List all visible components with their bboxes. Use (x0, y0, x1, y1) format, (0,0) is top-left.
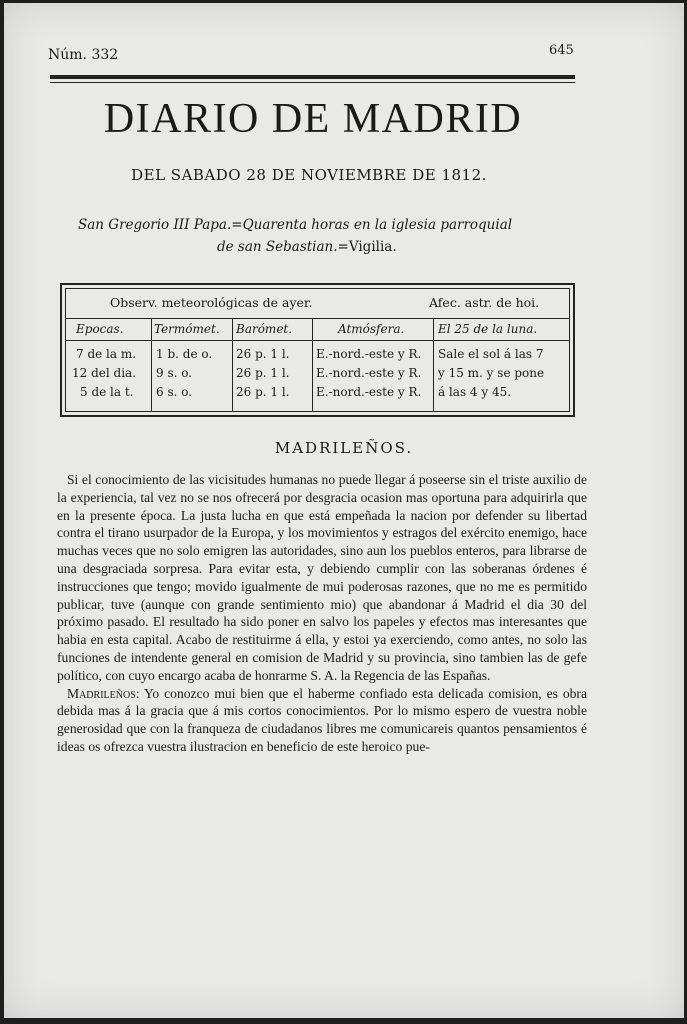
header-barometro: Barómet. (236, 322, 293, 336)
row2-epoca: 12 del dia. (72, 366, 137, 380)
row3-barometro: 26 p. 1 l. (236, 385, 290, 399)
weather-table (60, 283, 575, 417)
row1-epoca: 7 de la m. (76, 347, 137, 361)
header-atmosfera: Atmósfera. (338, 322, 405, 336)
paragraph-2-lead: Madrileños: (67, 685, 140, 701)
saint-line-2-italic: de san Sebastian. (217, 239, 338, 255)
col-divider-2 (232, 318, 233, 411)
header-rule-thin (50, 82, 575, 83)
astro-line-2: y 15 m. y se pone (438, 366, 545, 380)
row1-atmosfera: E.-nord.-este y R. (316, 347, 422, 361)
paragraph-2-text: Yo conozco mui bien que el haberme confiado esta delicada comision, es obra debida mas á la gracia que á mis cortos conocimientos. Por lo mismo espero de vuestra noble generosidad que con la franqueza de ciudadanos libres me comunicareis quantos pensamientos é ideas os ofrezca vuestra ilustracion en beneficio de este heroico pue- (57, 685, 587, 754)
page-number: 645 (549, 43, 574, 58)
weather-title-right: Afec. astr. de hoi. (429, 295, 540, 310)
newspaper-page (4, 3, 684, 1018)
weather-title-left: Observ. meteorológicas de ayer. (110, 295, 313, 310)
masthead-title: DIARIO DE MADRID (103, 96, 523, 142)
issue-number: Núm. 332 (48, 47, 119, 63)
saint-line-1: San Gregorio III Papa.=Quarenta horas en la iglesia parroquial (78, 217, 513, 233)
header-rule-thick (50, 75, 575, 79)
col-divider-4 (433, 318, 434, 411)
row3-atmosfera: E.-nord.-este y R. (316, 385, 422, 399)
row2-termometro: 9 s. o. (156, 366, 193, 380)
article-body (57, 471, 587, 756)
row3-termometro: 6 s. o. (156, 385, 193, 399)
title-divider (66, 318, 569, 319)
row2-atmosfera: E.-nord.-este y R. (316, 366, 422, 380)
header-divider (66, 340, 569, 341)
col-divider-1 (151, 318, 152, 411)
article-title: MADRILEÑOS. (274, 439, 414, 457)
saint-line-2 (217, 239, 397, 255)
paragraph-1: Si el conocimiento de las vicisitudes humanas no puede llegar á poseerse sin el triste auxilio de la experiencia, tal vez no se nos ofrecerá por desgracia ocasion mas oportuna para adquirirla que en la presente época. La justa lucha en que está empeñada la nacion por defender su libertad contra el tirano usurpador de la Europa, y los movimientos y estragos del exército enemigo, hace muchas veces que no solo emigren las autoridades, sino aun los pueblos enteros, para librarse de una desgraciada sorpresa. Para evitar esta, y debiendo cumplir con las soberanas órdenes é instrucciones que tengo; movido igualmente de mui poderosas razones, que no me es permitido publicar, tuve (aunque con grande sentimiento mio) que abandonar á Madrid el dia 30 del próximo pasado. El resultado ha sido poner en salvo los papeles y efectos mas interesantes que habia en esta capital. Acabo de restituirme á ella, y estoi ya exerciendo, como antes, no solo las funciones de intendente general en comision de Madrid y su provincia, sino tambien las de gefe político, con cuyo encargo acaba de honrarme S. A. la Regencia de las Españas. (57, 472, 587, 683)
header-luna: El 25 de la luna. (438, 322, 538, 336)
weather-table-inner (65, 288, 570, 412)
paragraph-2 (57, 685, 587, 756)
col-divider-3 (312, 318, 313, 411)
row2-barometro: 26 p. 1 l. (236, 366, 290, 380)
row1-termometro: 1 b. de o. (156, 347, 213, 361)
astro-line-1: Sale el sol á las 7 (438, 347, 544, 361)
row3-epoca: 5 de la t. (80, 385, 134, 399)
header-epocas: Epocas. (76, 322, 124, 336)
saint-line-2-end: =Vigilia. (337, 239, 397, 255)
astro-line-3: á las 4 y 45. (438, 385, 512, 399)
row1-barometro: 26 p. 1 l. (236, 347, 290, 361)
header-termometro: Termómet. (154, 322, 220, 336)
date-line: DEL SABADO 28 DE NOVIEMBRE DE 1812. (131, 166, 487, 184)
